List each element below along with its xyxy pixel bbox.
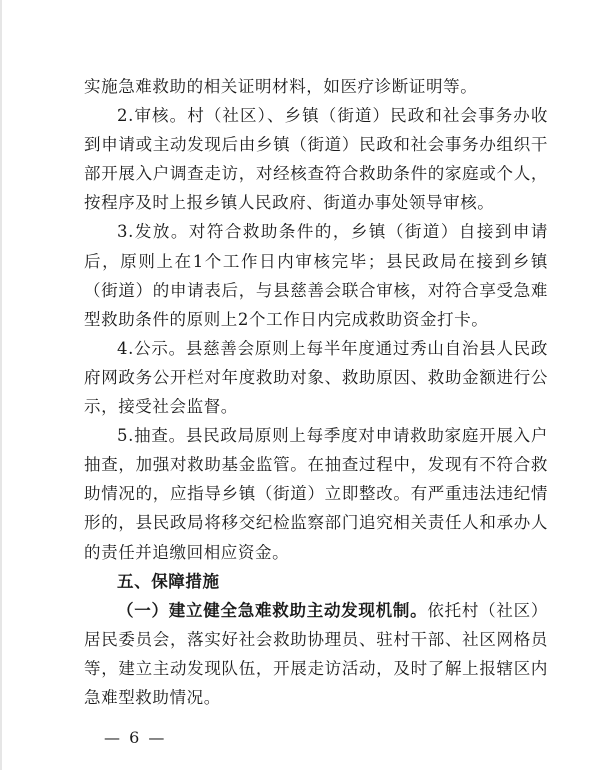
- paragraph-disbursement: 3.发放。对符合救助条件的，乡镇（街道）自接到申请后，原则上在1个工作日内审核完毕；县民政局在接到乡镇（街道）的申请表后，与县慈善会联合审核，对符合享受急难型救助条件的原则上2个工作日内完成救助资金打卡。: [84, 222, 548, 329]
- subsection-text: 依托村（社区）居民委员会，落实好社会救助协理员、驻村干部、社区网格员等，建立主动发现队伍，开展走访活动，及时了解上报辖区内急难型救助情况。: [84, 600, 548, 707]
- paragraph-review: 2.审核。村（社区）、乡镇（街道）民政和社会事务办收到申请或主动发现后由乡镇（街道）民政和社会事务办组织干部开展入户调查走访，对经核查符合救助条件的家庭或个人，按程序及时上报乡镇人民政府、街道办事处领导审核。: [84, 106, 548, 213]
- section-heading: 五、保障措施: [117, 571, 220, 591]
- paragraph-subsection: [84, 596, 548, 712]
- document-body: [84, 72, 548, 712]
- paragraph-publicity: 4.公示。县慈善会原则上每半年度通过秀山自治县人民政府网政务公开栏对年度救助对象、救助原因、救助金额进行公示，接受社会监督。: [84, 338, 548, 417]
- page-edge: [0, 0, 2, 770]
- page-number: — 6 —: [104, 728, 167, 747]
- paragraph-spot-check: 5.抽查。县民政局原则上每季度对申请救助家庭开展入户抽查，加强对救助基金监管。在抽查过程中，发现有不符合救助情况的，应指导乡镇（街道）立即整改。有严重违法违纪情形的，县民政局将移交纪检监察部门追究相关责任人和承办人的责任并追缴回相应资金。: [84, 426, 548, 562]
- subsection-title: （一）建立健全急难救助主动发现机制。: [117, 600, 428, 620]
- paragraph-continuation: 实施急难救助的相关证明材料，如医疗诊断证明等。: [84, 77, 478, 96]
